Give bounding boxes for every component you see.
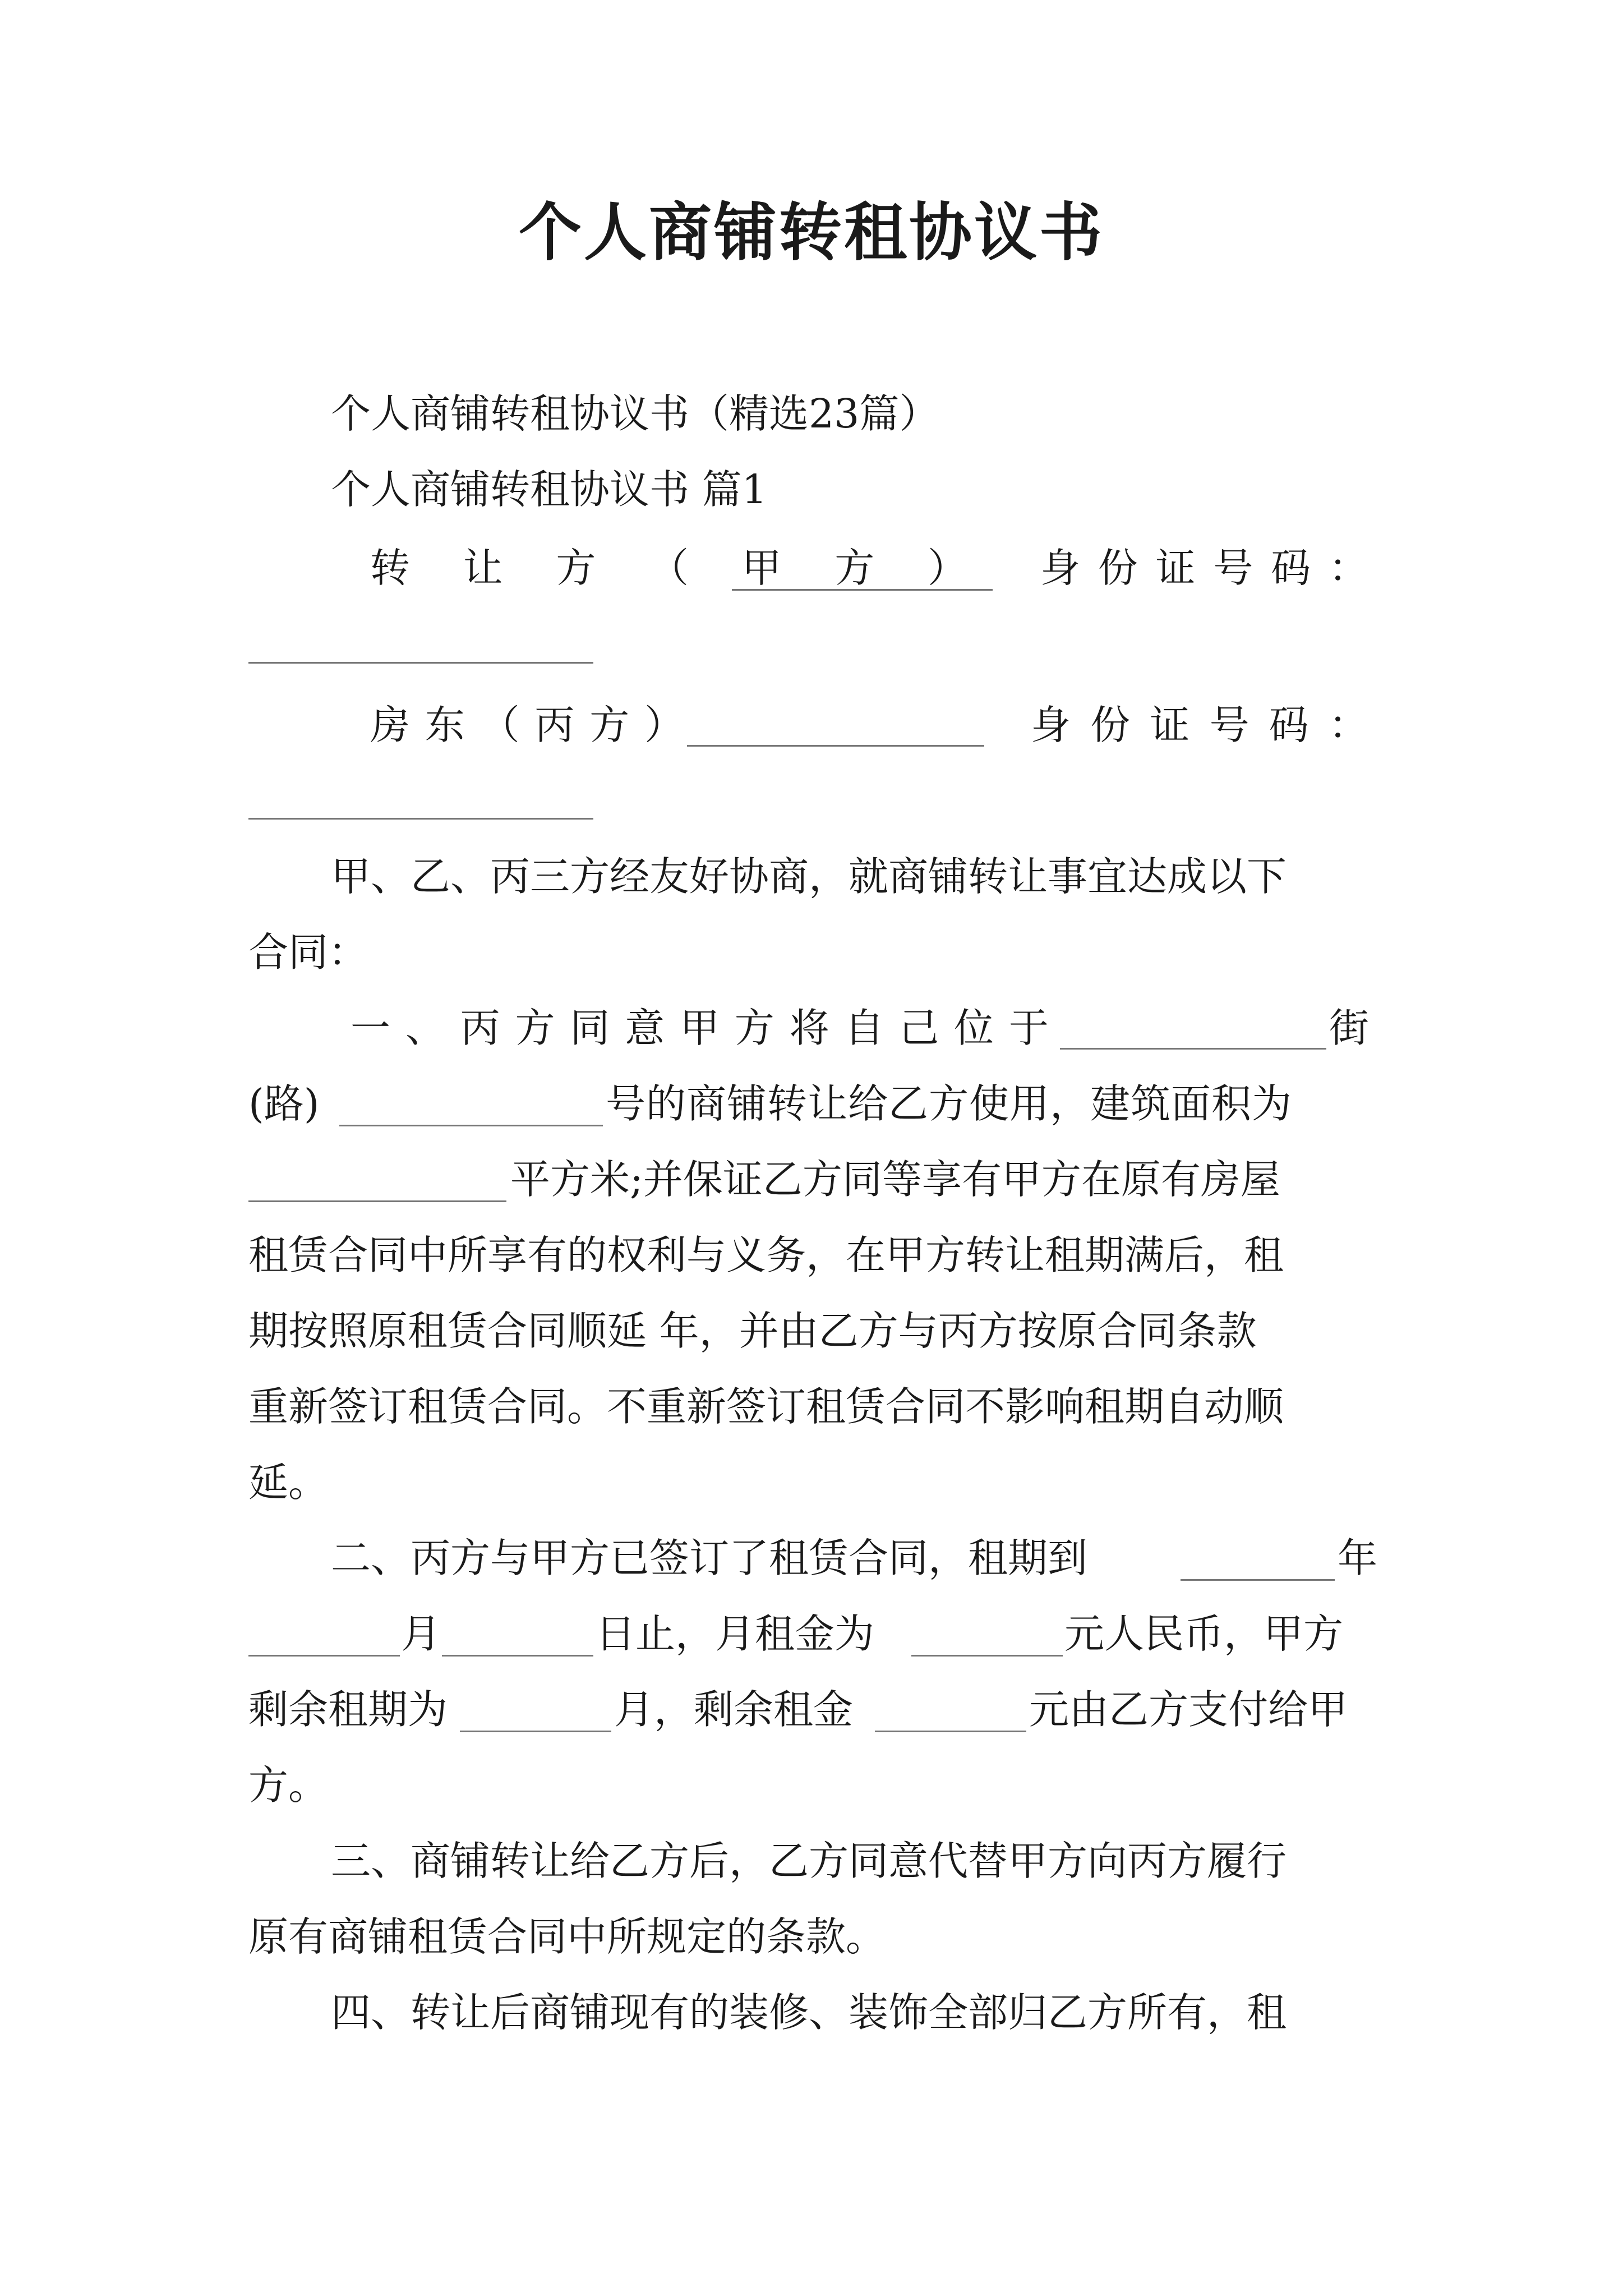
party-c-id-char: 号 bbox=[1209, 702, 1249, 748]
clause-1-road: (路) bbox=[248, 1080, 320, 1127]
clause-2-remaining-rent-label: 月，剩余租金 bbox=[614, 1686, 854, 1733]
clause-1-line-4: 租赁合同中所享有的权利与义务，在甲方转让租期满后，租 bbox=[248, 1232, 1284, 1278]
party-a-label-char: 甲 bbox=[741, 545, 782, 591]
area-blank bbox=[248, 1200, 506, 1202]
year-blank bbox=[1181, 1579, 1335, 1581]
clause-2-remaining-label: 剩余租期为 bbox=[248, 1686, 448, 1733]
clause-1-line-1-char: 、 bbox=[405, 1005, 445, 1051]
day-blank bbox=[442, 1655, 593, 1657]
party-a-label-char: 让 bbox=[463, 545, 503, 591]
clause-1-line-1-char: 甲 bbox=[679, 1005, 720, 1051]
party-c-label-char: 东 bbox=[425, 702, 465, 748]
document-subtitle: 个人商铺转租协议书（精选23篇） bbox=[331, 390, 939, 437]
street-blank bbox=[1060, 1048, 1326, 1050]
remaining-months-blank bbox=[460, 1731, 611, 1732]
clause-3-line-1: 三、商铺转让给乙方后，乙方同意代替甲方向丙方履行 bbox=[331, 1838, 1287, 1884]
clause-1-line-1-char: 一 bbox=[351, 1005, 391, 1051]
clause-1-line-5: 期按照原租赁合同顺延 年，并由乙方与丙方按原合同条款 bbox=[248, 1308, 1257, 1354]
party-a-label-char: ） bbox=[927, 545, 967, 591]
party-c-label-char: 丙 bbox=[534, 702, 575, 748]
party-c-id-char: 身 bbox=[1031, 702, 1071, 748]
clause-2-line-4: 方。 bbox=[248, 1762, 329, 1809]
clause-1-line-1 bbox=[351, 1001, 1049, 1055]
party-a-id-blank bbox=[248, 662, 593, 664]
clause-1-line-1-char: 意 bbox=[625, 1005, 665, 1051]
remaining-rent-blank bbox=[875, 1731, 1026, 1732]
party-c-id-blank bbox=[248, 818, 593, 820]
clause-2-line-3-end: 元由乙方支付给甲 bbox=[1029, 1686, 1348, 1733]
clause-1-line-7: 延。 bbox=[248, 1459, 329, 1506]
month-blank bbox=[248, 1655, 400, 1657]
party-a-name-blank bbox=[732, 589, 993, 591]
party-c-label-char: ） bbox=[644, 702, 684, 748]
clause-2-rent-unit: 元人民币，甲方 bbox=[1064, 1611, 1344, 1657]
rent-blank bbox=[911, 1655, 1063, 1657]
intro-line-2: 合同： bbox=[248, 929, 368, 976]
party-c-label-char: （ bbox=[479, 702, 520, 748]
clause-1-line-2: 号的商铺转让给乙方使用，建筑面积为 bbox=[606, 1080, 1293, 1127]
party-c-label-char: 方 bbox=[589, 702, 630, 748]
clause-1-street: 街 bbox=[1329, 1005, 1370, 1051]
party-a-id-char: ： bbox=[1328, 545, 1368, 591]
party-a-id-char: 份 bbox=[1098, 545, 1138, 591]
party-c-id-char: ： bbox=[1328, 702, 1368, 748]
clause-1-line-1-char: 将 bbox=[789, 1005, 829, 1051]
party-c-label-char: 房 bbox=[370, 702, 411, 748]
clause-1-line-1-char: 方 bbox=[734, 1005, 774, 1051]
party-c-id-char: 码 bbox=[1269, 702, 1309, 748]
party-a-id-char: 号 bbox=[1213, 545, 1253, 591]
clause-1-line-3: 平方米;并保证乙方同等享有甲方在原有房屋 bbox=[510, 1156, 1280, 1203]
party-a-label-char: 方 bbox=[834, 545, 875, 591]
clause-2-year: 年 bbox=[1338, 1535, 1378, 1581]
clause-1-line-1-char: 于 bbox=[1008, 1005, 1049, 1051]
clause-1-line-6: 重新签订租赁合同。不重新签订租赁合同不影响租期自动顺 bbox=[248, 1383, 1284, 1430]
clause-4-line-1: 四、转让后商铺现有的装修、装饰全部归乙方所有，租 bbox=[331, 1989, 1287, 2036]
party-c-name-blank bbox=[687, 745, 984, 747]
clause-2-rent-label: 日止，月租金为 bbox=[596, 1611, 875, 1657]
party-a-label-char: 转 bbox=[370, 545, 411, 591]
clause-1-line-1-char: 方 bbox=[515, 1005, 555, 1051]
document-title: 个人商铺转租协议书 bbox=[519, 196, 1104, 269]
party-a-id-char: 码 bbox=[1271, 545, 1311, 591]
clause-3-line-2: 原有商铺租赁合同中所规定的条款。 bbox=[248, 1913, 886, 1960]
party-a-label-char: （ bbox=[648, 545, 689, 591]
clause-1-line-1-char: 位 bbox=[954, 1005, 994, 1051]
clause-2-line-1: 二、丙方与甲方已签订了租赁合同，租期到 bbox=[331, 1535, 1088, 1581]
clause-1-line-1-char: 丙 bbox=[460, 1005, 500, 1051]
number-blank bbox=[339, 1125, 603, 1126]
clause-1-line-1-char: 同 bbox=[570, 1005, 610, 1051]
clause-1-line-1-char: 自 bbox=[844, 1005, 884, 1051]
clause-1-line-1-char: 己 bbox=[899, 1005, 939, 1051]
party-a-id-label bbox=[1040, 541, 1368, 595]
intro-line-1: 甲、乙、丙三方经友好协商，就商铺转让事宜达成以下 bbox=[331, 853, 1287, 900]
party-c-id-label bbox=[1031, 698, 1368, 752]
party-c-id-char: 份 bbox=[1090, 702, 1131, 748]
party-a-label bbox=[370, 541, 967, 595]
party-c-id-char: 证 bbox=[1150, 702, 1190, 748]
section-heading: 个人商铺转租协议书 篇1 bbox=[331, 466, 767, 513]
clause-2-month: 月 bbox=[401, 1611, 441, 1657]
party-c-label bbox=[370, 698, 684, 752]
party-a-id-char: 身 bbox=[1040, 545, 1081, 591]
party-a-label-char: 方 bbox=[556, 545, 596, 591]
party-a-id-char: 证 bbox=[1155, 545, 1196, 591]
